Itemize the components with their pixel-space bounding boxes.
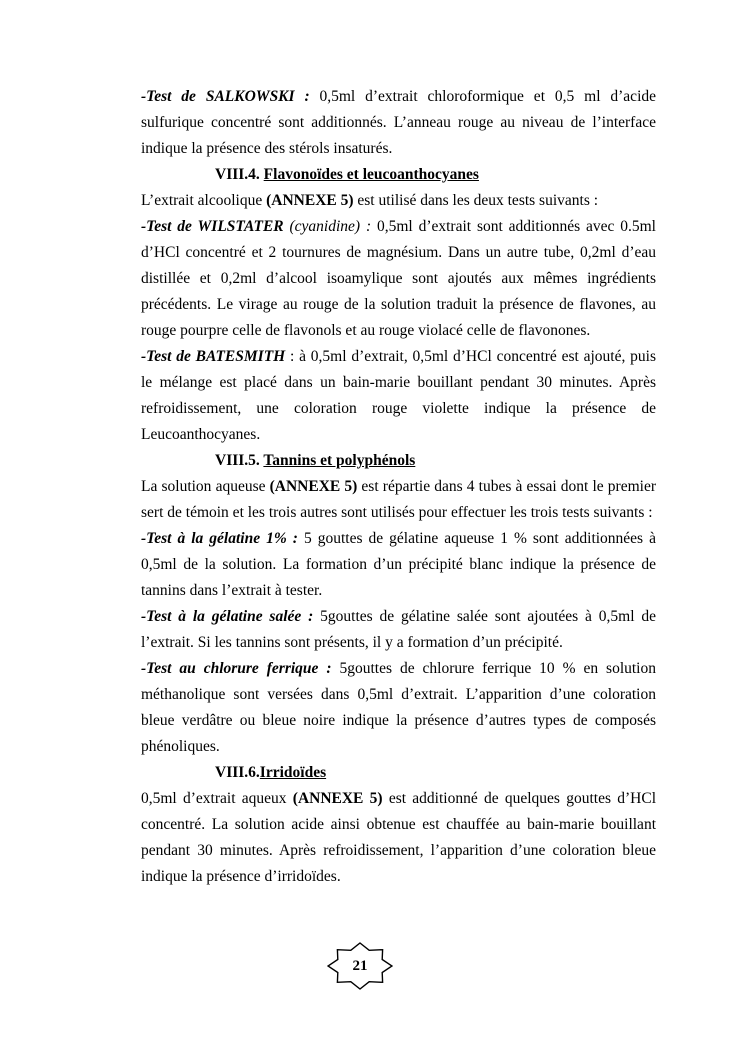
test-gelatine-salee-label: -Test à la gélatine salée :	[141, 608, 321, 625]
paragraph-text: L’extrait alcoolique	[141, 192, 267, 209]
paragraph-extrait-alcoolique	[141, 188, 656, 214]
paragraph-solution-aqueuse	[141, 474, 656, 526]
heading-number: VIII.6.	[215, 764, 260, 781]
paragraph-text: La solution aqueuse	[141, 478, 270, 495]
heading-number: VIII.4.	[215, 166, 264, 183]
annexe-reference: (ANNEXE 5)	[269, 478, 358, 495]
test-salkowski-label: -Test de SALKOWSKI :	[141, 88, 320, 105]
test-wilstater-label: -Test de WILSTATER	[141, 218, 290, 235]
heading-viii-5	[141, 448, 656, 474]
paragraph-text: : à 0,5ml d’extrait, 0,5ml d’HCl concentré est ajouté, puis le mélange est placé dans un bain-marie bouillant pendant 30 minutes. Après refroidissement, une coloration rouge violette indique la présence de Leucoanthocyanes.	[141, 348, 656, 443]
heading-viii-6	[141, 760, 656, 786]
paragraph-text: 0,5ml d’extrait sont additionnés avec 0.5ml d’HCl concentré et 2 tournures de magnésium. Dans un autre tube, 0,2ml d’eau distillée et 0,2ml d’alcool isoamylique sont ajoutés aux mêmes ingrédients précédents. Le virage au rouge de la solution traduit la présence de flavones, au rouge pourpre celle de flavonols et au rouge violacé celle de flavonones.	[141, 218, 656, 339]
heading-title: Irridoïdes	[259, 764, 327, 781]
paragraph-test-chlorure-ferrique	[141, 656, 656, 760]
test-wilstater-subname: (cyanidine) :	[289, 218, 377, 235]
paragraph-text: est utilisé dans les deux tests suivants :	[353, 192, 599, 209]
heading-viii-4	[141, 162, 656, 188]
paragraph-test-wilstater	[141, 214, 656, 344]
document-text-block	[141, 84, 656, 890]
paragraph-text: 5 gouttes de gélatine aqueuse 1 % sont additionnées à 0,5ml de la solution. La formation d’un précipité blanc indique la présence de tannins dans l’extrait à tester.	[141, 530, 656, 599]
paragraph-extrait-aqueux	[141, 786, 656, 890]
heading-title: Tannins et polyphénols	[263, 452, 416, 469]
paragraph-test-gelatine-salee	[141, 604, 656, 656]
paragraph-text: 5gouttes de gélatine salée sont ajoutées à 0,5ml de l’extrait. Si les tannins sont présents, il y a formation d’un précipité.	[141, 608, 656, 651]
test-gelatine-1pct-label: -Test à la gélatine 1% :	[141, 530, 304, 547]
heading-number: VIII.5.	[215, 452, 264, 469]
annexe-reference: (ANNEXE 5)	[292, 790, 383, 807]
test-batesmith-label: -Test de BATESMITH	[141, 348, 286, 365]
heading-title: Flavonoïdes et leucoanthocyanes	[263, 166, 479, 183]
paragraph-test-batesmith	[141, 344, 656, 448]
annexe-reference: (ANNEXE 5)	[266, 192, 354, 209]
page-number: 21	[352, 957, 368, 974]
test-chlorure-ferrique-label: -Test au chlorure ferrique :	[141, 660, 340, 677]
paragraph-test-salkowski	[141, 84, 656, 162]
paragraph-text: 0,5ml d’extrait chloroformique et 0,5 ml d’acide sulfurique concentré sont additionnés. L’anneau rouge au niveau de l’interface indique la présence des stérols insaturés.	[141, 88, 656, 157]
page-number-badge	[327, 942, 393, 990]
paragraph-text: est additionné de quelques gouttes d’HCl concentré. La solution acide ainsi obtenue est chauffée au bain-marie bouillant pendant 30 minutes. Après refroidissement, l’apparition d’une coloration bleue indique la présence d’irridoïdes.	[141, 790, 656, 885]
paragraph-text: est répartie dans 4 tubes à essai dont le premier sert de témoin et les trois autres sont utilisés pour effectuer les trois tests suivants :	[141, 478, 656, 521]
paragraph-test-gelatine-1pct	[141, 526, 656, 604]
paragraph-text: 0,5ml d’extrait aqueux	[141, 790, 293, 807]
paragraph-text: 5gouttes de chlorure ferrique 10 % en solution méthanolique sont versées dans 0,5ml d’extrait. L’apparition d’une coloration bleue verdâtre ou bleue noire indique la présence d’autres types de composés phénoliques.	[141, 660, 656, 755]
